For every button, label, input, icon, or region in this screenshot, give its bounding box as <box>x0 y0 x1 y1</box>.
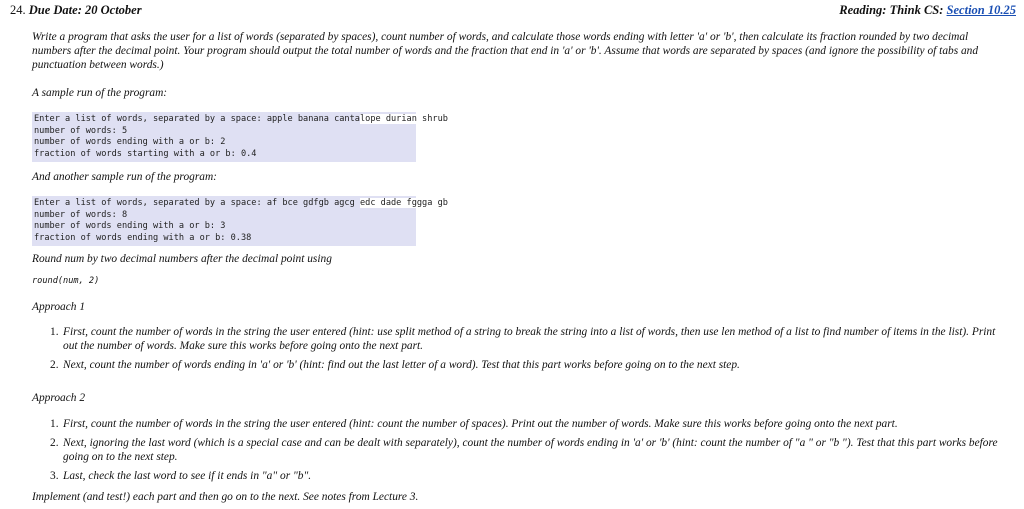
reading-link[interactable]: Section 10.25 <box>946 3 1016 17</box>
list-item: 1. First, count the number of words in the string the user entered (hint: use split method of a string to break the string into a list of words, then use len method of a list to find number of items in the list). Print out the number of words. Make sure this works before going onto the next part. <box>50 326 996 352</box>
due-date: Due Date: 20 October <box>28 3 142 17</box>
sample1-line4: fraction of words starting with a or b: 0.4 <box>34 148 257 159</box>
sample1-line2: number of words: 5 <box>34 125 128 136</box>
footer-note: Implement (and test!) each part and then go on to the next. See notes from Lecture 3. <box>32 491 419 503</box>
sample2-line1: Enter a list of words, separated by a space: af bce gdfgb agcg edc dade fggga gb <box>34 198 448 208</box>
list-item: 2. Next, ignoring the last word (which is a special case and can be dealt with separately), count the number of words ending in 'a' or 'b' (hint: count the number of "a " or "b "). Test that this part works before going on to the next step. <box>50 437 998 463</box>
sample1-line3: number of words ending with a or b: 2 <box>34 137 226 148</box>
sample2-line3: number of words ending with a or b: 3 <box>34 221 226 232</box>
list-item: 2. Next, count the number of words ending in 'a' or 'b' (hint: find out the last letter of a word). Test that this part works before going on to the next step. <box>50 359 740 371</box>
approach1-title: Approach 1 <box>32 301 86 313</box>
round-instruction: Round num by two decimal numbers after the decimal point using <box>32 253 332 265</box>
reading-heading <box>839 3 1016 18</box>
header <box>10 3 1016 21</box>
due-date-heading <box>10 3 142 18</box>
list-item: 1. First, count the number of words in the string the user entered (hint: count the number of spaces). Print out the number of words. Make sure this works before going onto the next part. <box>50 418 898 430</box>
sample2-line4: fraction of words ending with a or b: 0.38 <box>34 232 252 243</box>
sample1-line1: Enter a list of words, separated by a space: apple banana cantalope durian shrub <box>34 114 448 124</box>
reading-label: Reading: Think CS: <box>839 3 944 17</box>
approach2-title: Approach 2 <box>32 392 86 404</box>
problem-number: 24. <box>10 3 26 17</box>
approach1-list <box>50 325 1010 377</box>
sample2-label: And another sample run of the program: <box>32 171 217 183</box>
approach2-list <box>50 417 1010 488</box>
sample1-label: A sample run of the program: <box>32 87 168 99</box>
round-code: round(num, 2) <box>32 276 100 286</box>
list-item: 3. Last, check the last word to see if it ends in "a" or "b". <box>50 470 312 482</box>
sample-run-2 <box>32 196 448 246</box>
problem-description: Write a program that asks the user for a list of words (separated by spaces), count number of words, and calculate those words ending with letter 'a' or 'b', then calculate its fraction rounded by two decimal numbers after the decimal point. Your program should output the total number of words and the fraction that end in 'a' or 'b'. Assume that words are separated by spaces (and ignore the possibility of tabs and punctuation between words.) <box>32 31 979 71</box>
sample2-line2: number of words: 8 <box>34 209 128 220</box>
sample-run-1 <box>32 112 448 162</box>
